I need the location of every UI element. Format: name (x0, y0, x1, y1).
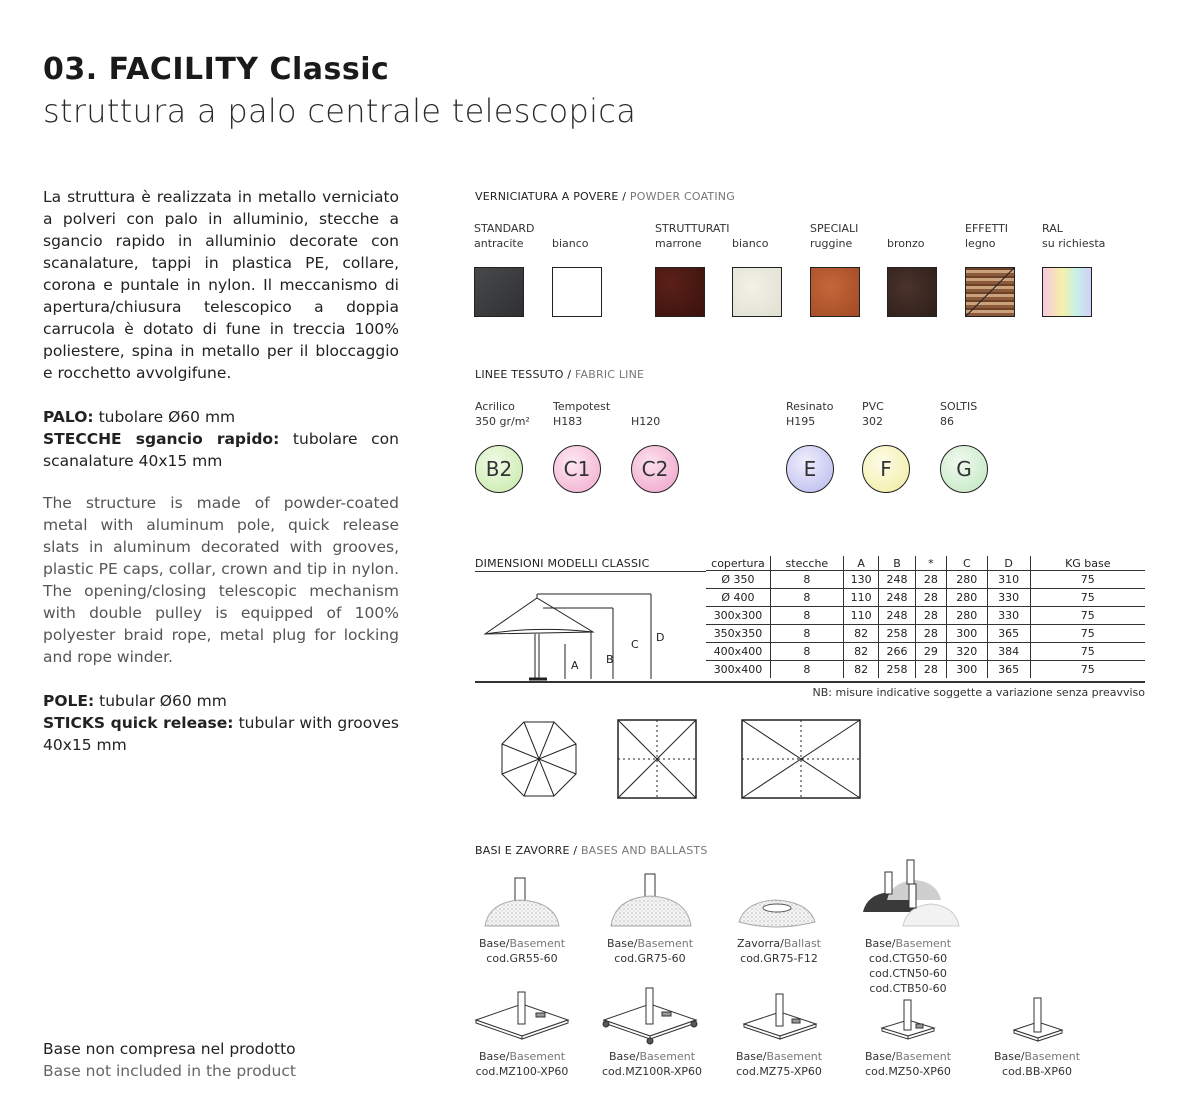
table-cell: 280 (946, 607, 987, 625)
table-cell: 82 (843, 661, 878, 679)
base-mz100r-icon (603, 988, 697, 1044)
description-it-text: La struttura è realizzata in metallo verniciato a polveri con palo in alluminio, stecche a sgancio rapido in alluminio decorate con scanalature, tappi in plastica PE, collare, corona e puntale in nylon. Il meccanismo di apertura/chiusura telescopico a doppia carrucola è dotato di fune in treccia 100% poliestere, spina in metallo per il bloccaggio e rocchetto avvolgifune. (43, 188, 399, 382)
fabric-g-block (940, 399, 988, 493)
fabric-line-label: Tempotest (553, 400, 611, 413)
base-ct50-icon (863, 860, 959, 926)
table-header: C (946, 556, 987, 571)
base-code: cod.BB-XP60 (1002, 1065, 1072, 1078)
fabric-line-sublabel: H195 (786, 415, 816, 428)
swatch-name: bronzo (887, 237, 925, 250)
bases-title-it: BASI E ZAVORRE (475, 844, 570, 857)
fabric-line-label: Acrilico (475, 400, 515, 413)
table-cell: 110 (843, 607, 878, 625)
fabric-swatch-g: G (940, 445, 988, 493)
table-header: A (843, 556, 878, 571)
table-header: stecche (770, 556, 843, 571)
table-cell: 110 (843, 589, 878, 607)
base-caption-it: Base/ (478, 937, 510, 950)
swatch-antracite (474, 267, 524, 317)
table-row (706, 589, 1145, 607)
sticks-label-en: STICKS quick release: (43, 714, 234, 732)
specs-en (43, 690, 399, 756)
swatch-antracite-block (474, 221, 535, 317)
swatch-marrone (655, 267, 705, 317)
fabric-line-sublabel: 350 gr/m² (475, 415, 530, 428)
swatch-bronzo (887, 267, 937, 317)
base-code: cod.MZ100-XP60 (475, 1065, 569, 1078)
base-caption-en: Basement (895, 1050, 952, 1063)
table-header: B (879, 556, 915, 571)
base-caption-mz50 (849, 1049, 967, 1079)
swatch-name: marrone (655, 237, 702, 250)
base-caption-mz100 (463, 1049, 581, 1079)
table-header: * (915, 556, 946, 571)
table-cell: 82 (843, 643, 878, 661)
fabric-line-sublabel: 302 (862, 415, 883, 428)
fabric-line-sublabel: H183 (553, 415, 583, 428)
table-cell: Ø 350 (706, 571, 770, 589)
swatch-group-label (732, 221, 782, 236)
base-gr75-icon (611, 874, 691, 926)
table-cell: 28 (915, 625, 946, 643)
table-cell: 82 (843, 625, 878, 643)
base-caption-en: Ballast (783, 937, 821, 950)
base-caption-mz75 (720, 1049, 838, 1079)
swatch-name: ruggine (810, 237, 853, 250)
swatch-bianco (552, 267, 602, 317)
page-title: 03. FACILITY Classic (43, 52, 390, 87)
base-mz50-icon (882, 1000, 934, 1039)
fabric-b2-block (475, 399, 530, 493)
swatch-group-label (552, 221, 602, 236)
table-cell: 310 (987, 571, 1030, 589)
base-caption-en: Basement (895, 937, 952, 950)
fabric-line-label: Resinato (786, 400, 834, 413)
base-caption-en: Basement (509, 1050, 566, 1063)
table-cell: 266 (879, 643, 915, 661)
base-caption-it: Base/ (735, 1050, 767, 1063)
base-caption-en: Basement (637, 937, 694, 950)
swatch-bianco-strutturato-block (732, 221, 782, 317)
fabric-line-title-en: FABRIC LINE (574, 368, 645, 381)
base-caption-mz100r (591, 1049, 713, 1079)
table-header: D (987, 556, 1030, 571)
powder-coating-title-it: VERNICIATURA A POVERE (475, 190, 619, 203)
table-cell: 28 (915, 607, 946, 625)
table-cell: 248 (879, 607, 915, 625)
table-row (706, 643, 1145, 661)
dimensions-title-rule (475, 571, 706, 572)
swatch-group-label (887, 221, 937, 236)
page-subtitle: struttura a palo centrale telescopica (43, 92, 637, 130)
sticks-value-it: tubolare con scanalature 40x15 mm (43, 430, 399, 470)
fabric-swatch-e: E (786, 445, 834, 493)
swatch-ral (1042, 267, 1092, 317)
pole-value-en: tubular Ø60 mm (94, 692, 227, 710)
base-bb-icon (1014, 998, 1062, 1041)
base-code: cod.GR75-60 (614, 952, 686, 965)
table-cell: 75 (1030, 571, 1145, 589)
footer-en: Base not included in the product (43, 1062, 296, 1080)
table-cell: 300 (946, 625, 987, 643)
swatch-group-label: EFFETTI (965, 222, 1009, 235)
footer-it: Base non compresa nel prodotto (43, 1040, 296, 1058)
bases-row2-illustrations (470, 986, 1090, 1048)
base-code: cod.MZ50-XP60 (865, 1065, 951, 1078)
swatch-bianco-strutturato (732, 267, 782, 317)
fabric-swatch-c1: C1 (553, 445, 601, 493)
table-cell: 280 (946, 589, 987, 607)
swatch-ruggine (810, 267, 860, 317)
base-caption-bb (978, 1049, 1096, 1079)
table-cell: 8 (770, 625, 843, 643)
fabric-swatch-b2: B2 (475, 445, 523, 493)
table-cell: 75 (1030, 589, 1145, 607)
table-cell: 28 (915, 589, 946, 607)
swatch-ral-block (1042, 221, 1105, 317)
fabric-line-title-it: LINEE TESSUTO (475, 368, 564, 381)
table-cell: 300x300 (706, 607, 770, 625)
swatch-name: bianco (732, 237, 769, 250)
dim-label-c: C (631, 638, 639, 651)
base-code: cod.CTG50-60 (868, 952, 948, 965)
base-caption-en: Basement (639, 1050, 696, 1063)
pole-value-it: tubolare Ø60 mm (93, 408, 236, 426)
base-caption-it: Base/ (993, 1050, 1025, 1063)
table-row (706, 571, 1145, 589)
swatch-bronzo-block (887, 221, 937, 317)
fabric-line-title: LINEE TESSUTO / FABRIC LINE (475, 368, 645, 381)
swatch-name: bianco (552, 237, 589, 250)
pole-label-en: POLE: (43, 692, 95, 710)
bases-row1-illustrations (475, 856, 965, 936)
base-caption-en: Basement (1024, 1050, 1081, 1063)
fabric-swatch-f: F (862, 445, 910, 493)
base-caption-it: Base/ (864, 1050, 896, 1063)
pole-label-it: PALO: (43, 408, 94, 426)
table-cell: 350x350 (706, 625, 770, 643)
base-caption-ballast (720, 936, 838, 966)
fabric-c1-block (553, 399, 610, 493)
dimensions-table (706, 556, 1145, 678)
fabric-c2-block (631, 399, 679, 493)
table-cell: 8 (770, 589, 843, 607)
table-row (706, 625, 1145, 643)
swatch-name: legno (965, 237, 996, 250)
table-cell: 330 (987, 607, 1030, 625)
base-caption-gr75 (591, 936, 709, 966)
dim-label-a: A (571, 659, 579, 672)
description-en-text: The structure is made of powder-coated metal with aluminum pole, quick release slats in aluminum decorated with grooves, plastic PE caps, collar, crown and tip in nylon. The opening/closing telescopic mechanism with double pulley is equipped of 100% polyester braid rope, metal plug for locking and rope winder. (43, 494, 399, 666)
fabric-line-sublabel: H120 (631, 415, 661, 428)
table-cell: 365 (987, 661, 1030, 679)
base-caption-it: Base/ (864, 937, 896, 950)
dimensions-note: NB: misure indicative soggette a variazione senza preavviso (812, 686, 1145, 699)
base-caption-it: Base/ (478, 1050, 510, 1063)
table-header: copertura (711, 556, 765, 570)
swatch-ruggine-block (810, 221, 860, 317)
table-cell: 300 (946, 661, 987, 679)
description-it (43, 186, 399, 472)
swatch-name: antracite (474, 237, 524, 250)
table-cell: 28 (915, 661, 946, 679)
table-cell: 8 (770, 607, 843, 625)
table-cell: 248 (879, 589, 915, 607)
table-cell: 258 (879, 625, 915, 643)
sticks-value-en: tubular with grooves 40x15 mm (43, 714, 399, 754)
table-cell: 8 (770, 571, 843, 589)
bases-title-en: BASES AND BALLASTS (580, 844, 708, 857)
swatch-legno-block (965, 221, 1015, 317)
swatch-legno (965, 267, 1015, 317)
base-mz100-icon (476, 992, 568, 1039)
fabric-e-block (786, 399, 834, 493)
table-cell: 280 (946, 571, 987, 589)
table-cell: 8 (770, 661, 843, 679)
table-cell: 400x400 (706, 643, 770, 661)
fabric-swatch-c2: C2 (631, 445, 679, 493)
table-cell: 8 (770, 643, 843, 661)
fabric-line-label: SOLTIS (940, 400, 978, 413)
umbrella-side-diagram (475, 586, 705, 682)
swatch-group-label: RAL (1042, 222, 1063, 235)
dim-label-b: B (606, 653, 614, 666)
base-gr55-icon (485, 878, 559, 926)
base-caption-it: Base/ (608, 1050, 640, 1063)
table-cell: 248 (879, 571, 915, 589)
base-mz75-icon (744, 994, 816, 1039)
table-cell: 75 (1030, 643, 1145, 661)
swatch-group-label: STRUTTURATI (655, 222, 730, 235)
table-cell: 365 (987, 625, 1030, 643)
table-cell: 130 (843, 571, 878, 589)
base-caption-en: Basement (766, 1050, 823, 1063)
sticks-label-it: STECCHE sgancio rapido: (43, 430, 280, 448)
base-code: cod.CTN50-60 (869, 967, 947, 980)
base-caption-gr55 (463, 936, 581, 966)
base-code: cod.MZ100R-XP60 (601, 1065, 703, 1078)
fabric-line-label: PVC (862, 400, 884, 413)
swatch-group-label: STANDARD (474, 222, 535, 235)
swatch-name: su richiesta (1042, 237, 1106, 250)
bases-title: BASI E ZAVORRE / BASES AND BALLASTS (475, 844, 708, 857)
table-cell: Ø 400 (706, 589, 770, 607)
powder-coating-title: VERNICIATURA A POVERE / POWDER COATING (475, 190, 735, 203)
canopy-shapes (498, 718, 868, 802)
table-cell: 320 (946, 643, 987, 661)
specs-it (43, 406, 399, 472)
swatch-bianco-block (552, 221, 602, 317)
table-cell: 29 (915, 643, 946, 661)
ballast-gr75-icon (739, 900, 815, 927)
dim-label-d: D (656, 631, 665, 644)
description-en (43, 492, 399, 756)
fabric-line-label (631, 399, 679, 414)
fabric-line-sublabel: 86 (940, 415, 954, 428)
table-row (706, 607, 1145, 625)
dimensions-title: DIMENSIONI MODELLI CLASSIC (475, 557, 650, 570)
table-cell: 75 (1030, 625, 1145, 643)
table-cell: 75 (1030, 661, 1145, 679)
powder-coating-title-en: POWDER COATING (629, 190, 735, 203)
table-cell: 75 (1030, 607, 1145, 625)
table-cell: 384 (987, 643, 1030, 661)
base-caption-it: Base/ (606, 937, 638, 950)
base-caption-en: Basement (509, 937, 566, 950)
table-cell: 258 (879, 661, 915, 679)
base-code: cod.GR55-60 (486, 952, 558, 965)
footer-note (43, 1038, 296, 1082)
table-cell: 330 (987, 589, 1030, 607)
table-header: KG base (1030, 556, 1145, 571)
base-code: cod.CTB50-60 (869, 982, 947, 995)
base-code: cod.MZ75-XP60 (736, 1065, 822, 1078)
base-code: cod.GR75-F12 (740, 952, 818, 965)
swatch-group-label: SPECIALI (810, 222, 859, 235)
swatch-marrone-block (655, 221, 730, 317)
table-row (706, 661, 1145, 679)
table-cell: 300x400 (706, 661, 770, 679)
table-cell: 28 (915, 571, 946, 589)
base-caption-it: Zavorra/ (736, 937, 784, 950)
table-header-row (706, 556, 1145, 571)
fabric-f-block (862, 399, 910, 493)
